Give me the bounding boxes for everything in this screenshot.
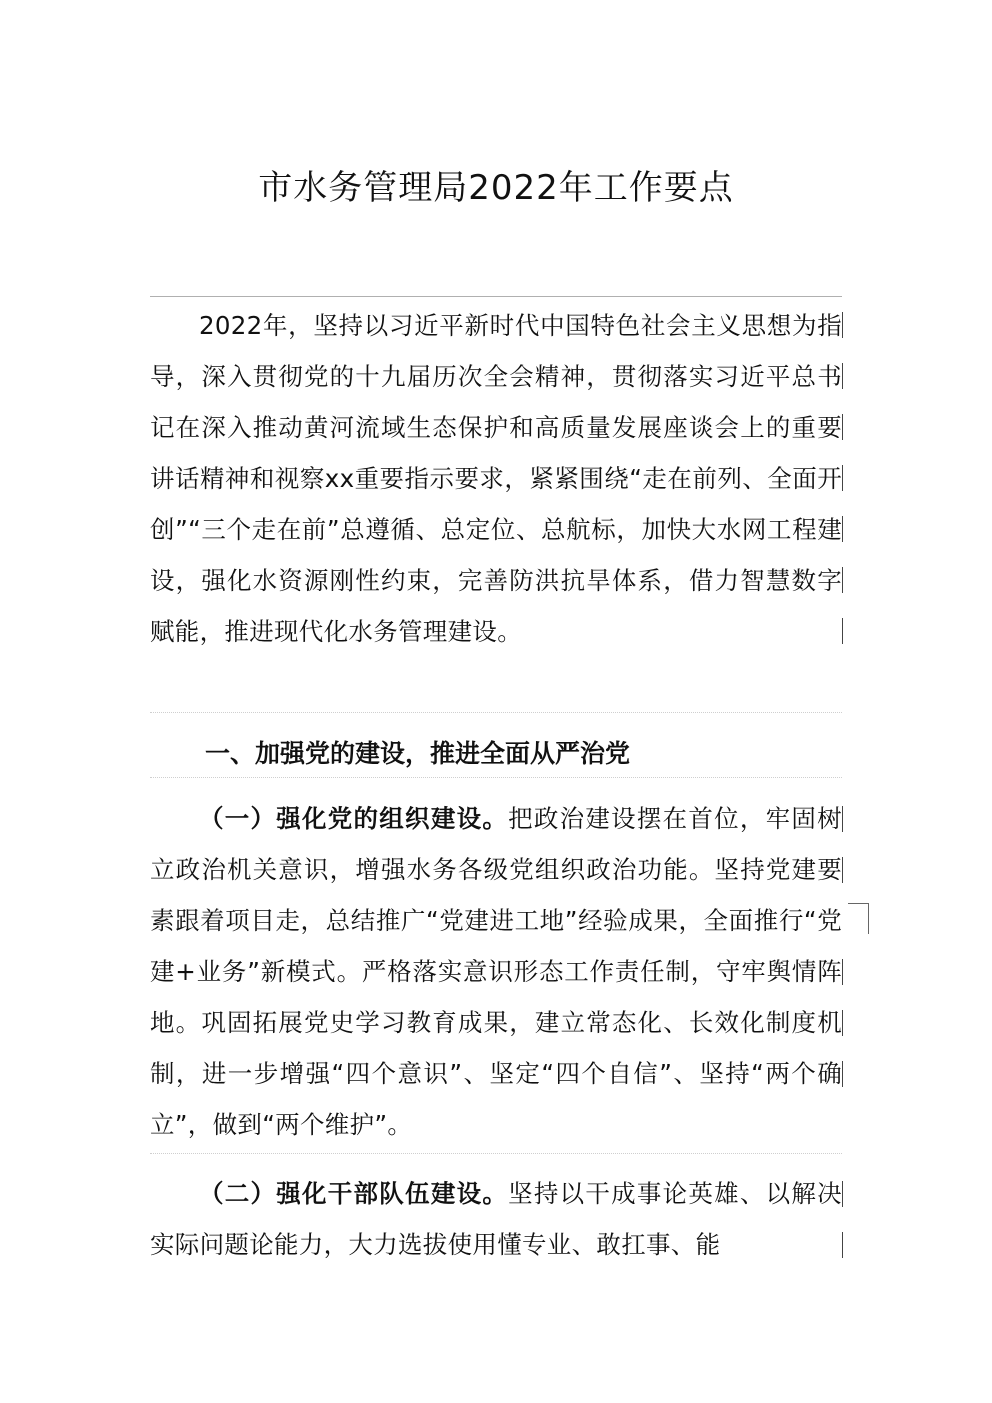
section-heading: 一、加强党的建设，推进全面从严治党 [205, 739, 631, 768]
item-one-lead: （一）强化党的组织建设。 [199, 804, 509, 833]
item-two-paragraph [150, 1168, 842, 1270]
intro-paragraph: 2022年，坚持以习近平新时代中国特色社会主义思想为指导，深入贯彻党的十九届历次全会精神，贯彻落实习近平总书记在深入推动黄河流域生态保护和高质量发展座谈会上的重要讲话精神和视察xx重要指示要求，紧紧围绕“走在前列、全面开创”“三个走在前”总遵循、总定位、总航标，加快大水网工程建设，强化水资源刚性约束，完善防洪抗旱体系，借力智慧数字赋能，推进现代化水务管理建设。 [150, 311, 842, 646]
line-end-mark [842, 618, 843, 644]
header-rule [150, 296, 842, 297]
line-end-mark [842, 414, 843, 440]
paragraph-separator [150, 712, 842, 713]
item-two-lead: （二）强化干部队伍建设。 [199, 1179, 509, 1208]
item-one-body: 把政治建设摆在首位，牢固树立政治机关意识，增强水务各级党组织政治功能。坚持党建要素跟着项目走，总结推广“党建进工地”经验成果，全面推行“党建+业务”新模式。严格落实意识形态工作责任制，守牢舆情阵地。巩固拓展党史学习教育成果，建立常态化、长效化制度机制，进一步增强“四个意识”、坚定“四个自信”、坚持“两个确立”，做到“两个维护”。 [150, 804, 842, 1139]
paragraph-separator [150, 1153, 842, 1154]
paragraph-separator [150, 777, 842, 778]
line-end-mark [842, 516, 843, 542]
line-end-mark [842, 806, 843, 832]
line-end-mark [842, 959, 843, 985]
line-end-mark [842, 1061, 843, 1087]
overflow-bracket-mark [848, 903, 869, 934]
line-end-mark [842, 567, 843, 593]
line-end-mark [842, 363, 843, 389]
line-end-mark [842, 1232, 843, 1258]
line-end-mark [842, 465, 843, 491]
line-end-mark [842, 1181, 843, 1207]
document-title: 市水务管理局2022年工作要点 [258, 168, 734, 208]
item-one-paragraph [150, 793, 842, 1150]
line-end-mark [842, 312, 843, 338]
line-end-mark [842, 857, 843, 883]
line-end-mark [842, 1010, 843, 1036]
item-two-body: 坚持以干成事论英雄、以解决实际问题论能力，大力选拔使用懂专业、敢扛事、能 [150, 1179, 842, 1259]
